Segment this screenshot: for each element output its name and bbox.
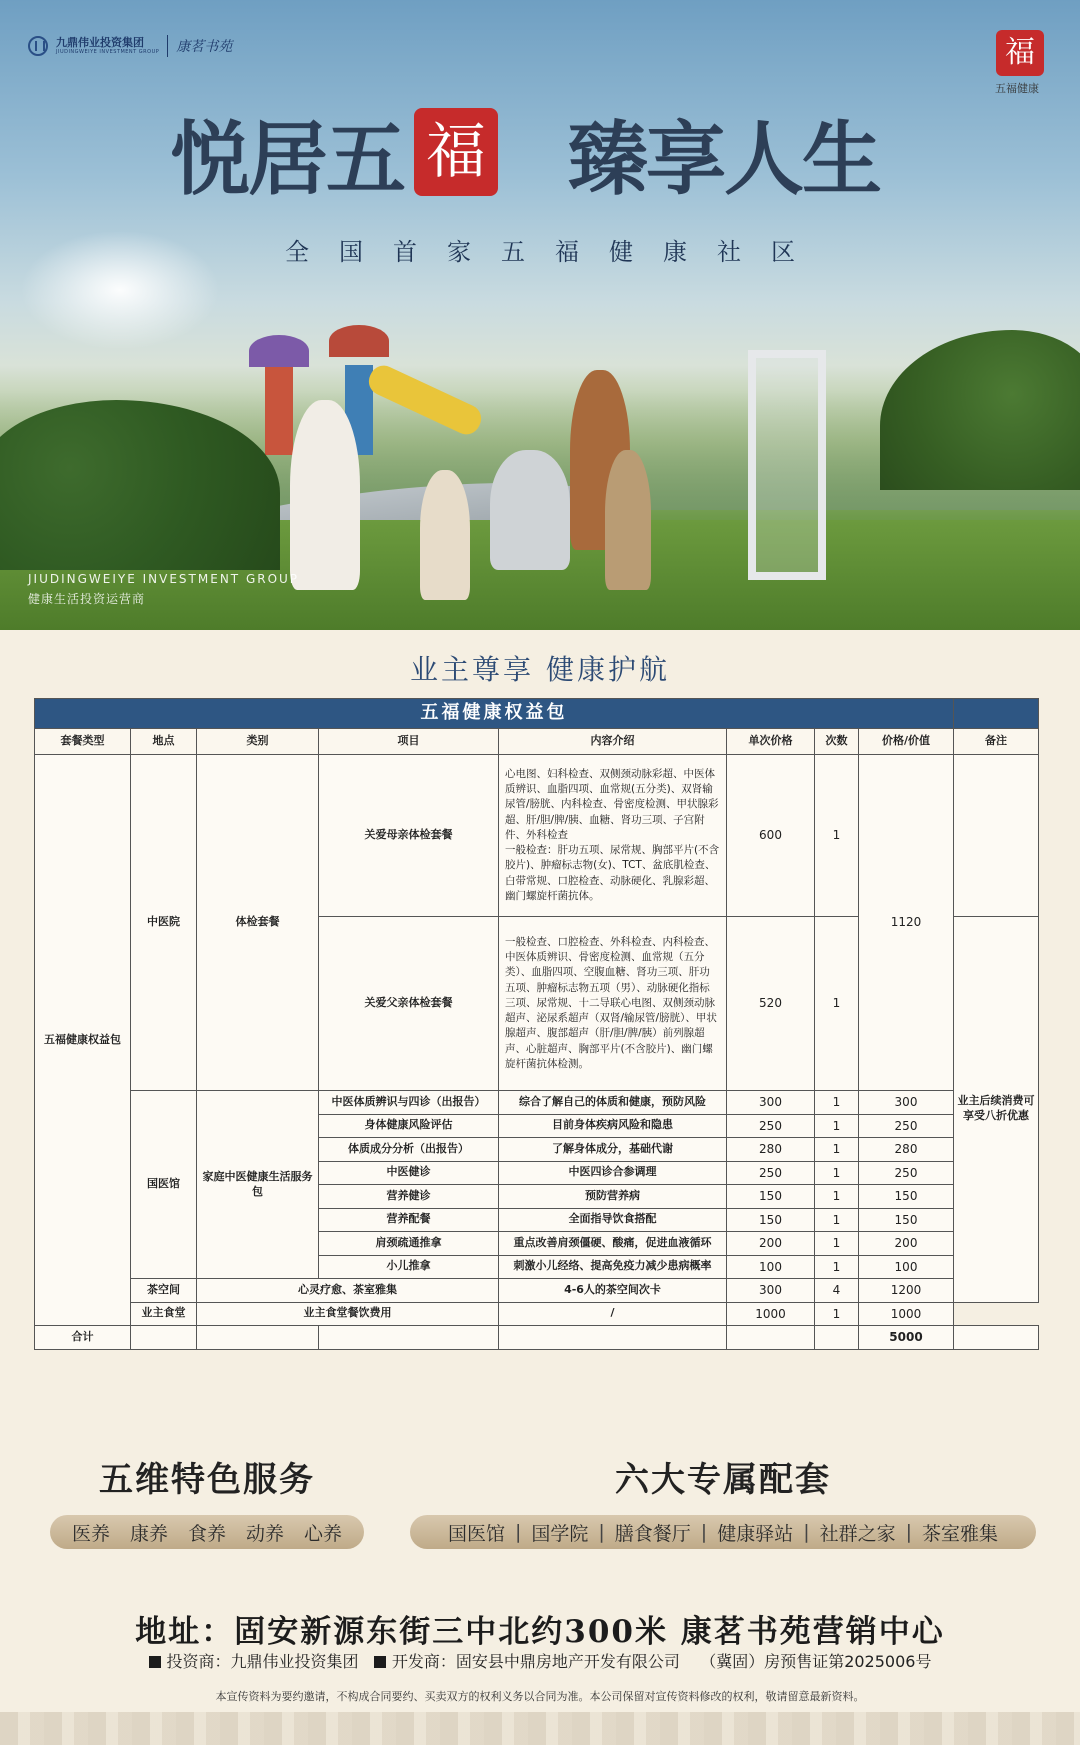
intro-cell: 综合了解自己的体质和健康，预防风险 bbox=[499, 1091, 727, 1115]
price-cell: 150 bbox=[727, 1185, 815, 1209]
empty-cell bbox=[131, 1326, 197, 1350]
item-cell: 中医体质辨识与四诊（出报告） bbox=[319, 1091, 499, 1115]
service-item: 动养 bbox=[246, 1522, 285, 1545]
facility-separator: | bbox=[803, 1521, 810, 1543]
value-cell: 280 bbox=[859, 1138, 954, 1162]
intro-cell: 全面指导饮食搭配 bbox=[499, 1208, 727, 1232]
group-slogan: 健康生活投资运营商 bbox=[28, 592, 146, 606]
price-cell: 520 bbox=[727, 917, 815, 1091]
value-cell: 150 bbox=[859, 1208, 954, 1232]
item-cell: 心灵疗愈、茶室雅集 bbox=[197, 1279, 499, 1303]
son-figure bbox=[605, 450, 651, 590]
header-remark: 备注 bbox=[954, 729, 1039, 755]
item-cell: 营养配餐 bbox=[319, 1208, 499, 1232]
facility-item: 国医馆 bbox=[447, 1522, 505, 1545]
facility-item: 膳食餐厅 bbox=[614, 1522, 691, 1545]
empty-cell bbox=[197, 1326, 319, 1350]
price-cell: 1000 bbox=[727, 1302, 815, 1326]
empty-cell bbox=[815, 1326, 859, 1350]
six-facilities-title: 六大专属配套 bbox=[615, 1460, 831, 1500]
total-value: 5000 bbox=[859, 1326, 954, 1350]
price-cell: 280 bbox=[727, 1138, 815, 1162]
headline-seal-icon: 福 bbox=[414, 108, 498, 196]
intro-cell: / bbox=[499, 1302, 727, 1326]
bullet-square-icon bbox=[374, 1656, 386, 1668]
table-total-row bbox=[35, 1326, 1039, 1350]
times-cell: 4 bbox=[815, 1279, 859, 1303]
empty-cell bbox=[499, 1326, 727, 1350]
intro-cell: 了解身体成分，基础代谢 bbox=[499, 1138, 727, 1162]
intro-cell: 一般检查、口腔检查、外科检查、内科检查、中医体质辨识、骨密度检测、血常规（五分类）、血脂四项、空腹血糖、肾功三项、肝功五项、肿瘤标志物五项（男）、动脉硬化指标三项、尿常规、十二导联心电图、双侧颈动脉超声、泌尿系超声（双肾/输尿管/膀胱）、甲状腺超声、腹部超声（肝/胆/脾/胰）前列腺超声、心脏超声、胸部平片(不含胶片)、幽门螺旋杆菌抗体检测。 bbox=[499, 917, 727, 1091]
times-cell: 1 bbox=[815, 1302, 859, 1326]
disclaimer: 本宣传资料为要约邀请，不构成合同要约、买卖双方的权利义务以合同为准。本公司保留对宣传资料修改的权利，敬请留意最新资料。 bbox=[215, 1690, 865, 1703]
facility-separator: | bbox=[514, 1521, 522, 1543]
item-cell: 肩颈疏通推拿 bbox=[319, 1232, 499, 1256]
item-cell: 营养健诊 bbox=[319, 1185, 499, 1209]
benefits-table-wrapper bbox=[34, 698, 1038, 1352]
playground-roof bbox=[329, 325, 389, 357]
item-cell: 中医健诊 bbox=[319, 1161, 499, 1185]
header-times: 次数 bbox=[815, 729, 859, 755]
price-cell: 300 bbox=[727, 1091, 815, 1115]
bullet-square-icon bbox=[149, 1656, 161, 1668]
table-header-row bbox=[35, 729, 1039, 755]
headline bbox=[170, 92, 910, 212]
value-cell: 250 bbox=[859, 1161, 954, 1185]
location-cell: 茶空间 bbox=[131, 1279, 197, 1303]
item-cell: 关爱母亲体检套餐 bbox=[319, 755, 499, 917]
header-unit-price: 单次价格 bbox=[727, 729, 815, 755]
intro-cell: 4-6人的茶空间次卡 bbox=[499, 1279, 727, 1303]
five-services-pill bbox=[50, 1515, 364, 1549]
presale-license: （冀固）房预售证第2025006号 bbox=[700, 1652, 932, 1671]
empty-cell bbox=[319, 1326, 499, 1350]
service-item: 心养 bbox=[304, 1522, 343, 1545]
item-cell: 体质成分分析（出报告） bbox=[319, 1138, 499, 1162]
times-cell: 1 bbox=[815, 1091, 859, 1115]
value-cell: 1120 bbox=[859, 755, 954, 1091]
times-cell: 1 bbox=[815, 1114, 859, 1138]
group-name-en: JIUDINGWEIYE INVESTMENT GROUP bbox=[28, 572, 300, 586]
price-cell: 600 bbox=[727, 755, 815, 917]
category-cell: 体检套餐 bbox=[197, 755, 319, 1091]
value-cell: 150 bbox=[859, 1185, 954, 1209]
value-cell: 200 bbox=[859, 1232, 954, 1256]
package-type-cell: 五福健康权益包 bbox=[35, 755, 131, 1326]
value-cell: 1000 bbox=[859, 1302, 954, 1326]
mother-figure bbox=[290, 400, 360, 590]
table-title: 五福健康权益包 bbox=[35, 699, 954, 729]
facility-item: 社群之家 bbox=[819, 1522, 896, 1545]
price-cell: 300 bbox=[727, 1279, 815, 1303]
developer: 开发商：固安县中鼎房地产开发有限公司 bbox=[391, 1652, 680, 1671]
category-cell: 家庭中医健康生活服务包 bbox=[197, 1091, 319, 1279]
intro-cell: 中医四诊合参调理 bbox=[499, 1161, 727, 1185]
times-cell: 1 bbox=[815, 917, 859, 1091]
logo-divider bbox=[167, 35, 168, 57]
times-cell: 1 bbox=[815, 755, 859, 917]
company-logo bbox=[28, 34, 232, 58]
price-cell: 250 bbox=[727, 1161, 815, 1185]
door-frame bbox=[748, 350, 826, 580]
empty-cell bbox=[954, 1326, 1039, 1350]
header-value: 价格/价值 bbox=[859, 729, 954, 755]
location-cell: 国医馆 bbox=[131, 1091, 197, 1279]
address-line: 地址：固安新源东街三中北约300米 康茗书苑营销中心 bbox=[135, 1614, 945, 1650]
price-cell: 100 bbox=[727, 1255, 815, 1279]
table-row bbox=[35, 1091, 1039, 1115]
company-name-en: JIUDINGWEIYE INVESTMENT GROUP bbox=[56, 49, 160, 55]
five-services-block bbox=[50, 1452, 364, 1549]
six-facilities-pill bbox=[410, 1515, 1036, 1549]
remark-cell bbox=[954, 755, 1039, 917]
company-name-block bbox=[56, 37, 159, 55]
trees-right bbox=[880, 330, 1080, 490]
price-cell: 150 bbox=[727, 1208, 815, 1232]
header-location: 地点 bbox=[131, 729, 197, 755]
value-cell: 250 bbox=[859, 1114, 954, 1138]
investor: 投资商：九鼎伟业投资集团 bbox=[166, 1652, 359, 1671]
header-package-type: 套餐类型 bbox=[35, 729, 131, 755]
subheadline: 全国首家五福健康社区 bbox=[285, 238, 825, 266]
service-item: 食养 bbox=[187, 1522, 226, 1545]
facility-item: 健康驿站 bbox=[717, 1522, 794, 1545]
benefits-table bbox=[34, 698, 1039, 1350]
facility-item: 国学院 bbox=[531, 1522, 589, 1545]
facility-separator: | bbox=[905, 1521, 913, 1543]
facility-separator: | bbox=[700, 1521, 708, 1543]
project-script-logo: 康茗书苑 bbox=[176, 39, 233, 55]
intro-cell: 预防营养病 bbox=[499, 1185, 727, 1209]
credits-line bbox=[0, 1649, 1080, 1672]
header-category: 类别 bbox=[197, 729, 319, 755]
times-cell: 1 bbox=[815, 1232, 859, 1256]
stroller-figure bbox=[490, 450, 570, 570]
times-cell: 1 bbox=[815, 1208, 859, 1232]
location-cell: 中医院 bbox=[131, 755, 197, 1091]
value-cell: 1200 bbox=[859, 1279, 954, 1303]
times-cell: 1 bbox=[815, 1255, 859, 1279]
company-name-cn: 九鼎伟业投资集团 bbox=[56, 36, 144, 49]
item-cell: 身体健康风险评估 bbox=[319, 1114, 499, 1138]
table-title-row bbox=[35, 699, 1039, 729]
value-cell: 100 bbox=[859, 1255, 954, 1279]
item-cell: 业主食堂餐饮费用 bbox=[197, 1302, 499, 1326]
times-cell: 1 bbox=[815, 1161, 859, 1185]
intro-cell: 目前身体疾病风险和隐患 bbox=[499, 1114, 727, 1138]
table-title-blank bbox=[954, 699, 1039, 729]
hero-banner bbox=[0, 0, 1080, 630]
service-item: 康养 bbox=[129, 1522, 168, 1545]
times-cell: 1 bbox=[815, 1138, 859, 1162]
facility-separator: | bbox=[598, 1521, 605, 1543]
times-cell: 1 bbox=[815, 1185, 859, 1209]
empty-cell bbox=[727, 1326, 815, 1350]
total-label: 合计 bbox=[35, 1326, 131, 1350]
skyline-decoration bbox=[0, 1712, 1080, 1745]
price-cell: 250 bbox=[727, 1114, 815, 1138]
facility-item: 茶室雅集 bbox=[922, 1522, 999, 1545]
section-title: 业主尊享 健康护航 bbox=[410, 653, 670, 686]
location-cell: 业主食堂 bbox=[131, 1302, 197, 1326]
brand-name: 五福健康 bbox=[995, 82, 1039, 95]
item-cell: 关爱父亲体检套餐 bbox=[319, 917, 499, 1091]
brand-seal-icon: 福 bbox=[996, 30, 1044, 76]
intro-cell: 心电图、妇科检查、双侧颈动脉彩超、中医体质辨识、血脂四项、血常规(五分类)、双肾输尿管/膀胱、内科检查、骨密度检测、甲状腺彩超、肝/胆/脾/胰、血糖、肾功三项、子宫附件、外科检查 一般检查：肝功五项、尿常规、胸部平片(不含胶片)、肿瘤标志物(女)、TCT、盆底肌检查、白带常规、口腔检查、动脉硬化、乳腺彩超、幽门螺旋杆菌抗体。 bbox=[499, 755, 727, 917]
price-cell: 200 bbox=[727, 1232, 815, 1256]
five-services-title: 五维特色服务 bbox=[99, 1460, 315, 1500]
intro-cell: 刺激小儿经络、提高免疫力减少患病概率 bbox=[499, 1255, 727, 1279]
intro-cell: 重点改善肩颈僵硬、酸痛，促进血液循环 bbox=[499, 1232, 727, 1256]
table-row bbox=[35, 1279, 1039, 1303]
value-cell: 300 bbox=[859, 1091, 954, 1115]
six-facilities-block bbox=[410, 1452, 1036, 1549]
table-row bbox=[35, 755, 1039, 917]
company-logo-icon bbox=[28, 36, 48, 56]
remark-cell: 业主后续消费可享受八折优惠 bbox=[954, 917, 1039, 1303]
daughter-figure bbox=[420, 470, 470, 600]
table-row bbox=[35, 1302, 1039, 1326]
service-item: 医养 bbox=[71, 1522, 110, 1545]
header-item: 项目 bbox=[319, 729, 499, 755]
headline-left: 悦居五 bbox=[170, 111, 404, 206]
headline-right: 臻享人生 bbox=[568, 111, 880, 206]
family-photo bbox=[270, 360, 720, 610]
header-intro: 内容介绍 bbox=[499, 729, 727, 755]
item-cell: 小儿推拿 bbox=[319, 1255, 499, 1279]
